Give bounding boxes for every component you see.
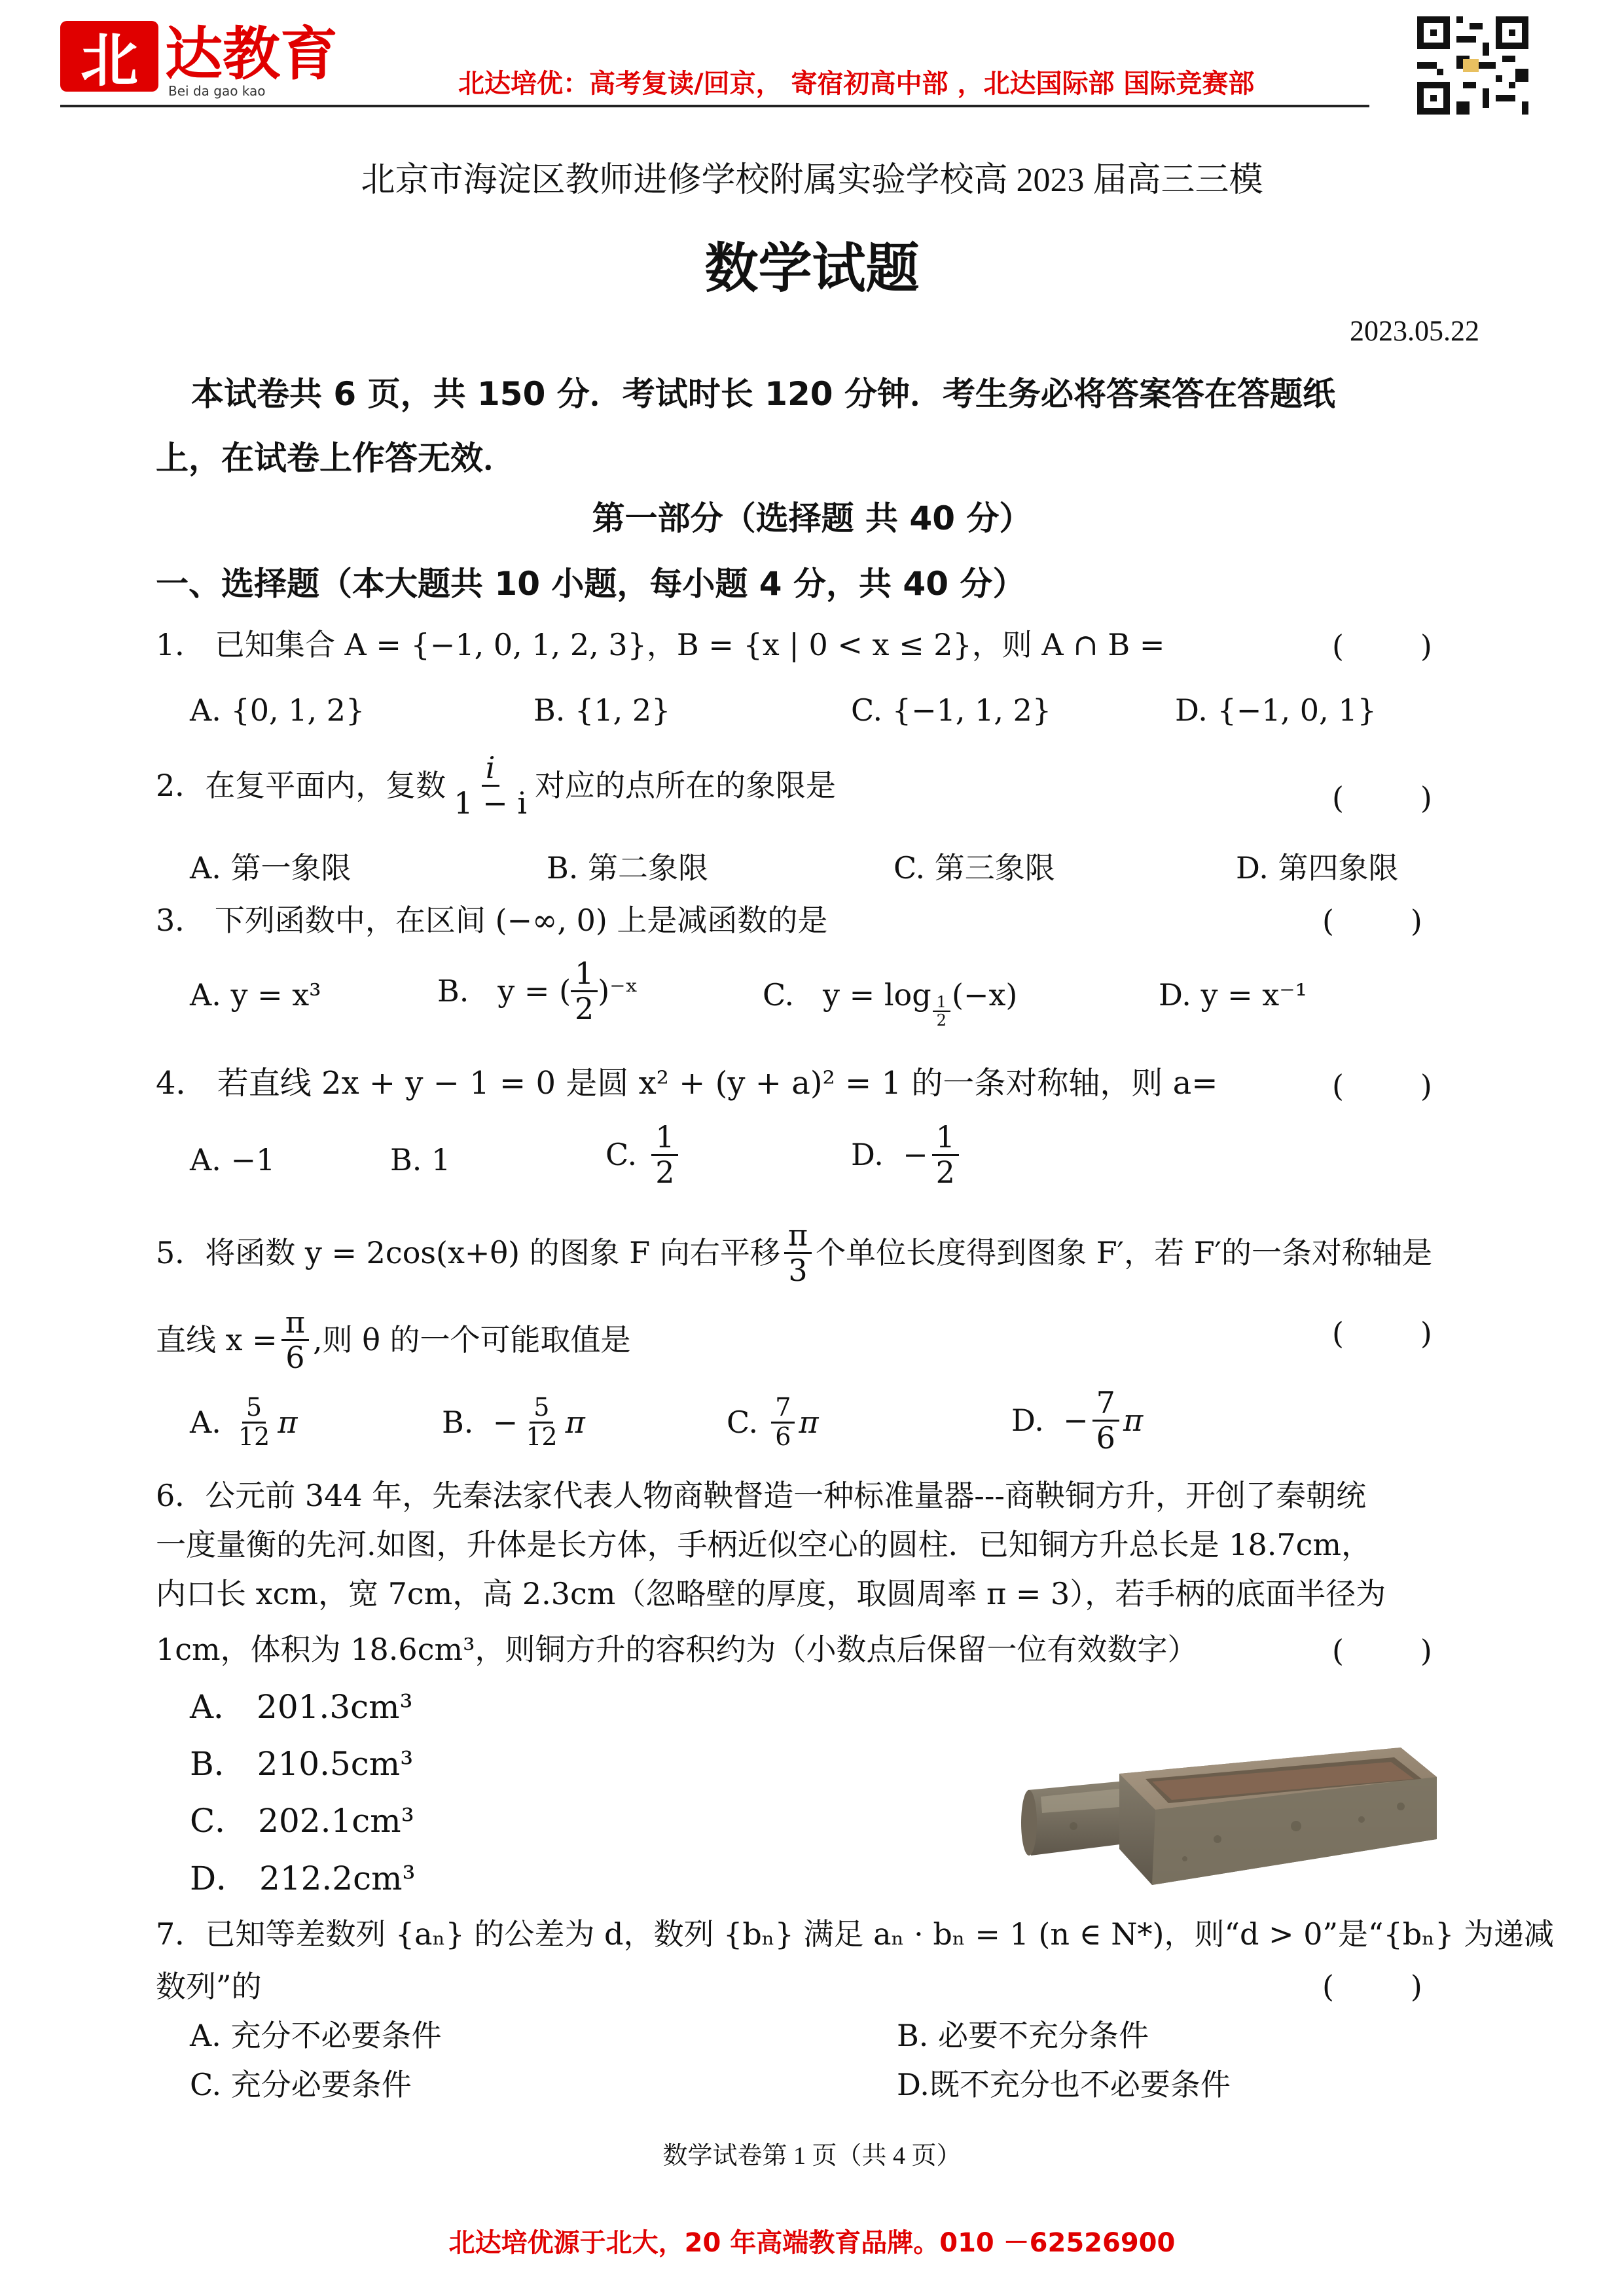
- q2-stem: [156, 751, 836, 819]
- logo-text: 达教育: [165, 20, 338, 88]
- q2-option-c: C. 第三象限: [893, 850, 1055, 886]
- q4-option-d: [851, 1121, 963, 1189]
- q7-option-b: B. 必要不充分条件: [897, 2018, 1149, 2053]
- q4-stem: 4． 若直线 2x + y − 1 = 0 是圆 x² + (y + a)² = 1 的一条对称轴，则 a=: [156, 1065, 1218, 1102]
- q2-stem-post: 对应的点所在的象限是: [535, 768, 837, 804]
- q5-b-fraction: [522, 1394, 561, 1451]
- q3-b-den: 2: [575, 990, 594, 1026]
- q5-x-num: π: [281, 1306, 309, 1341]
- logo-pinyin: Bei da gao kao: [168, 83, 266, 99]
- q2-option-d: D. 第四象限: [1236, 850, 1399, 886]
- logo-glyph: 北: [80, 26, 138, 94]
- q3-option-d: D. y = x⁻¹: [1159, 977, 1307, 1013]
- q6-option-d: D． 212.2cm³: [190, 1859, 416, 1897]
- q4-c-num: 1: [651, 1121, 678, 1156]
- q7-option-c: C. 充分必要条件: [190, 2067, 412, 2102]
- q5-option-b: [442, 1394, 585, 1451]
- q5-option-a: [190, 1394, 297, 1451]
- header-tagline: 北达培优：高考复读/回京， 寄宿初高中部 ，北达国际部 国际竞赛部: [458, 69, 1255, 99]
- q6-line-1: 6．公元前 344 年，先秦法家代表人物商鞅督造一种标准量器---商鞅铜方升，开创了秦朝统: [156, 1478, 1366, 1513]
- logo-badge: [60, 21, 158, 92]
- q3-b-fraction: [571, 957, 598, 1025]
- q2-fraction-num: i: [482, 751, 499, 787]
- q1-option-d: D. {−1, 0, 1}: [1175, 692, 1377, 728]
- q4-d-pre: D. −: [851, 1137, 928, 1173]
- q1-answer-bracket: ( ): [1332, 628, 1432, 664]
- q5-a-pi: π: [278, 1405, 298, 1441]
- q2-option-a: A. 第一象限: [190, 850, 352, 886]
- q5-shift-den: 3: [788, 1252, 808, 1288]
- q5-post: 个单位长度得到图象 F′，若 F′的一条对称轴是: [816, 1235, 1433, 1271]
- q4-d-fraction: [932, 1121, 959, 1189]
- q3-c-base-den: 2: [936, 1011, 947, 1030]
- q3-c-log-base: [933, 994, 950, 1030]
- q5-answer-bracket: ( ): [1332, 1316, 1432, 1351]
- section-heading: 一、选择题（本大题共 10 小题，每小题 4 分，共 40 分）: [156, 565, 1026, 603]
- q2-stem-pre: 2．在复平面内，复数: [156, 768, 446, 804]
- q4-c-pre: C.: [605, 1137, 638, 1173]
- q5-c-num: 7: [771, 1394, 795, 1424]
- q7-answer-bracket: ( ): [1322, 1969, 1422, 2004]
- q5-x-den: 6: [285, 1339, 305, 1375]
- logo: [60, 20, 388, 99]
- q7-line-2: 数列”的: [156, 1969, 262, 2004]
- q6-option-c: C． 202.1cm³: [190, 1802, 414, 1840]
- q3-option-c: [763, 975, 1017, 1030]
- q7-option-a: A. 充分不必要条件: [190, 2018, 442, 2053]
- q5-c-pi: π: [799, 1405, 819, 1441]
- q5-x-fraction: [281, 1306, 309, 1374]
- q3-c-base-num: 1: [933, 994, 950, 1012]
- q4-option-b: B. 1: [390, 1142, 451, 1177]
- page-number: 数学试卷第 1 页（共 4 页）: [662, 2142, 962, 2170]
- q3-stem: 3． 下列函数中，在区间 (−∞, 0) 上是减函数的是: [156, 903, 828, 938]
- q5-b-pre: B. −: [442, 1405, 518, 1441]
- q1-stem: 1． 已知集合 A = {−1, 0, 1, 2, 3}，B = {x | 0 < x ≤ 2}，则 A ∩ B =: [156, 627, 1165, 662]
- q3-b-num: 1: [571, 957, 598, 992]
- q7-line-1: 7．已知等差数列 {aₙ} 的公差为 d，数列 {bₙ} 满足 aₙ · bₙ = 1 (n ∈ N*)，则“d > 0”是“{bₙ} 为递减: [156, 1916, 1555, 1952]
- q6-line-3: 内口长 xcm，宽 7cm，高 2.3cm（忽略壁的厚度，取圆周率 π = 3），若手柄的底面半径为: [156, 1576, 1386, 1611]
- school-line: 北京市海淀区教师进修学校附属实验学校高 2023 届高三三模: [361, 162, 1263, 199]
- q5-a-num: 5: [242, 1394, 266, 1424]
- q1-option-c: C. {−1, 1, 2}: [851, 692, 1052, 728]
- q5-a-fraction: [234, 1394, 274, 1451]
- q4-c-den: 2: [655, 1154, 675, 1190]
- q1-option-b: B. {1, 2}: [533, 692, 671, 728]
- q6-answer-bracket: ( ): [1332, 1633, 1432, 1668]
- q3-answer-bracket: ( ): [1322, 903, 1422, 939]
- q5-d-fraction: [1092, 1386, 1119, 1454]
- part-title: 第一部分（选择题 共 40 分）: [592, 499, 1032, 537]
- q5-line2-pre: 直线 x =: [156, 1322, 278, 1358]
- q6-option-a: A． 201.3cm³: [190, 1688, 413, 1726]
- bronze-vessel-image: [1021, 1728, 1440, 1892]
- q5-b-den: 12: [526, 1422, 558, 1451]
- intro-line-1: 本试卷共 6 页，共 150 分．考试时长 120 分钟．考生务必将答案答在答题纸: [191, 375, 1335, 413]
- q3-c-post: (−x): [951, 977, 1018, 1013]
- footer-slogan: 北达培优源于北大，20 年高端教育品牌。010 －62526900: [448, 2228, 1176, 2258]
- q5-d-pre: D. −: [1011, 1403, 1089, 1439]
- q4-option-c: [605, 1121, 682, 1189]
- q5-b-num: 5: [530, 1394, 553, 1424]
- q7-option-d: D.既不充分也不必要条件: [897, 2067, 1231, 2102]
- q2-fraction-den: 1 − i: [454, 785, 528, 821]
- q5-c-fraction: [771, 1394, 795, 1451]
- q5-a-den: 12: [238, 1422, 270, 1451]
- q5-shift-fraction: [784, 1219, 812, 1287]
- q2-option-b: B. 第二象限: [547, 850, 709, 886]
- q2-fraction: [450, 751, 531, 819]
- q5-line2-post: ,则 θ 的一个可能取值是: [312, 1322, 631, 1358]
- q4-d-den: 2: [935, 1154, 955, 1190]
- intro-line-2: 上，在试卷上作答无效．: [156, 439, 516, 477]
- page-title: 数学试题: [704, 238, 920, 300]
- q5-d-pi: π: [1123, 1403, 1144, 1439]
- q4-c-fraction: [651, 1121, 678, 1189]
- q5-c-pre: C.: [727, 1405, 759, 1441]
- q3-option-a: A. y = x³: [190, 977, 321, 1013]
- q5-stem-line-1: [156, 1219, 1432, 1287]
- q5-d-den: 6: [1096, 1420, 1115, 1456]
- q3-c-pre: C. y = log: [763, 977, 931, 1013]
- q4-d-num: 1: [932, 1121, 959, 1156]
- exam-date: 2023.05.22: [1350, 315, 1479, 347]
- q4-option-a: A. −1: [190, 1142, 276, 1177]
- q5-option-c: [727, 1394, 819, 1451]
- q3-option-b: [437, 957, 638, 1025]
- q5-d-num: 7: [1092, 1386, 1119, 1422]
- q6-line-2: 一度量衡的先河.如图，升体是长方体，手柄近似空心的圆柱．已知铜方升总长是 18.7cm，: [156, 1527, 1372, 1562]
- q5-pre: 5．将函数 y = 2cos(x+θ) 的图象 F 向右平移: [156, 1235, 780, 1271]
- q5-b-pi: π: [565, 1405, 585, 1441]
- q6-line-4: 1cm，体积为 18.6cm³，则铜方升的容积约为（小数点后保留一位有效数字）: [156, 1632, 1198, 1667]
- q5-stem-line-2: [156, 1306, 631, 1374]
- q1-option-a: A. {0, 1, 2}: [190, 692, 365, 728]
- q3-b-post: )⁻ˣ: [598, 973, 639, 1009]
- q4-answer-bracket: ( ): [1332, 1068, 1432, 1103]
- q6-option-b: B． 210.5cm³: [190, 1745, 414, 1783]
- q5-option-d: [1011, 1386, 1143, 1454]
- qr-code: [1417, 16, 1528, 115]
- q2-answer-bracket: ( ): [1332, 780, 1432, 816]
- q5-shift-num: π: [784, 1219, 812, 1254]
- q5-c-den: 6: [775, 1422, 791, 1451]
- q3-b-pre: B. y = (: [437, 973, 571, 1009]
- header-rule: [60, 105, 1369, 107]
- q5-a-pre: A.: [190, 1405, 221, 1441]
